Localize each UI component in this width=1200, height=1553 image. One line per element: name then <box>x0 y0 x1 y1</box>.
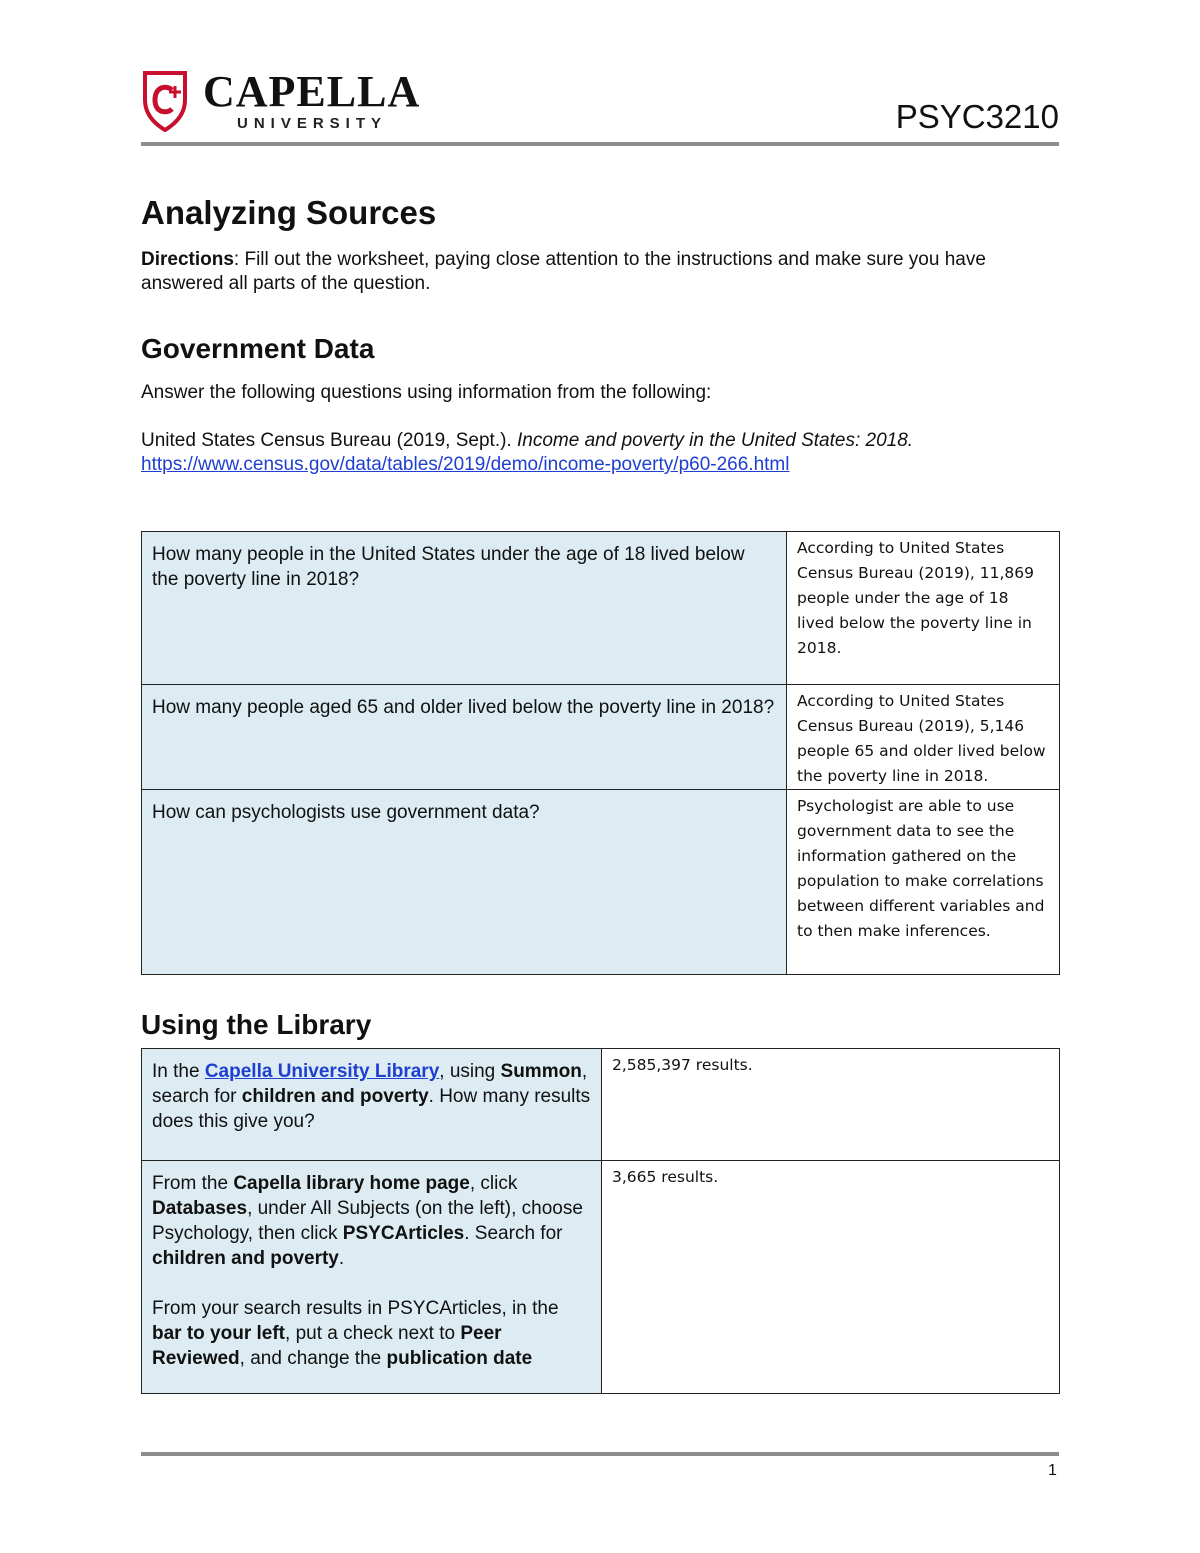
page-number: 1 <box>1048 1462 1057 1479</box>
answer-text: 3,665 results. <box>612 1168 719 1186</box>
question-cell <box>142 1161 602 1394</box>
table-row <box>142 685 1060 790</box>
answer-cell[interactable] <box>602 1049 1060 1161</box>
table-row <box>142 1161 1060 1394</box>
answer-text: 2,585,397 results. <box>612 1056 753 1074</box>
text-span: , and change the <box>239 1348 387 1369</box>
bold-text: Databases <box>152 1198 248 1219</box>
page-title: Analyzing Sources <box>141 194 437 231</box>
question-cell <box>142 1049 602 1161</box>
directions <box>141 248 1071 296</box>
citation-title: Income and poverty in the United States: 2018. <box>517 430 914 451</box>
bold-text: Peer Reviewed <box>152 1323 502 1369</box>
answer-cell[interactable] <box>602 1161 1060 1394</box>
question-text <box>142 1161 601 1371</box>
text-span: . How many results does this give you? <box>152 1086 591 1132</box>
answer-cell[interactable] <box>787 532 1060 685</box>
citation-author: United States Census Bureau (2019, Sept.). <box>141 430 517 451</box>
bold-text: children and poverty <box>241 1086 429 1107</box>
bold-text: bar to your left <box>152 1323 286 1344</box>
question-text: How can psychologists use government data? <box>152 802 540 823</box>
bold-text: PSYCArticles <box>342 1223 465 1244</box>
text-span: , click <box>469 1173 518 1194</box>
page-header <box>141 64 1059 146</box>
text-span: In the <box>152 1061 205 1082</box>
library-table <box>141 1048 1060 1394</box>
capella-shield-icon <box>141 70 189 132</box>
section-heading-library: Using the Library <box>141 1009 372 1040</box>
answer-cell[interactable] <box>787 685 1060 790</box>
logo-subtitle: UNIVERSITY <box>237 115 388 132</box>
answer-text: According to United States Census Bureau (2019), 11,869 people under the age of 18 lived below the poverty line in 2018. <box>797 539 1034 657</box>
bold-text: Summon <box>500 1061 582 1082</box>
course-code: PSYC3210 <box>895 98 1059 135</box>
bold-text: Capella library home page <box>233 1173 470 1194</box>
table-row <box>142 532 1060 685</box>
citation <box>141 429 1081 477</box>
question-text: How many people aged 65 and older lived below the poverty line in 2018? <box>152 697 775 718</box>
header-divider <box>141 142 1059 146</box>
question-cell <box>142 532 787 685</box>
text-span: From your search results in PSYCArticles, in the <box>152 1298 559 1319</box>
text-span: , under All Subjects (on the left), choose Psychology, then click <box>152 1198 583 1244</box>
text-span: , using <box>439 1061 501 1082</box>
section-heading-government: Government Data <box>141 333 375 364</box>
text-span: . <box>338 1248 345 1269</box>
government-intro: Answer the following questions using information from the following: <box>141 382 712 403</box>
bold-text: publication date <box>386 1348 533 1369</box>
question-text <box>142 1049 601 1134</box>
capella-logo <box>141 68 441 138</box>
answer-text: According to United States Census Bureau (2019), 5,146 people 65 and older lived below the poverty line in 2018. <box>797 692 1046 785</box>
bold-text: children and poverty <box>152 1248 339 1269</box>
answer-cell[interactable] <box>787 790 1060 975</box>
question-text: How many people in the United States under the age of 18 lived below the poverty line in 2018? <box>152 544 745 590</box>
text-span: , put a check next to <box>285 1323 461 1344</box>
question-cell <box>142 685 787 790</box>
footer-divider <box>141 1452 1059 1456</box>
logo-name: CAPELLA <box>203 67 421 116</box>
table-row <box>142 1049 1060 1161</box>
text-span: From the <box>152 1173 234 1194</box>
census-link[interactable]: https://www.census.gov/data/tables/2019/demo/income-poverty/p60-266.html <box>141 454 790 475</box>
text-span: , search for <box>152 1061 588 1107</box>
answer-text: Psychologist are able to use government data to see the information gathered on the population to make correlations between different variables and to then make inferences. <box>797 797 1045 940</box>
directions-label: Directions <box>141 249 234 270</box>
government-data-table <box>141 531 1060 975</box>
table-row <box>142 790 1060 975</box>
capella-library-link[interactable]: Capella University Library <box>204 1061 440 1082</box>
text-span: . Search for <box>464 1223 563 1244</box>
directions-text: : Fill out the worksheet, paying close attention to the instructions and make sure you have answered all parts of the question. <box>141 249 986 294</box>
question-cell <box>142 790 787 975</box>
